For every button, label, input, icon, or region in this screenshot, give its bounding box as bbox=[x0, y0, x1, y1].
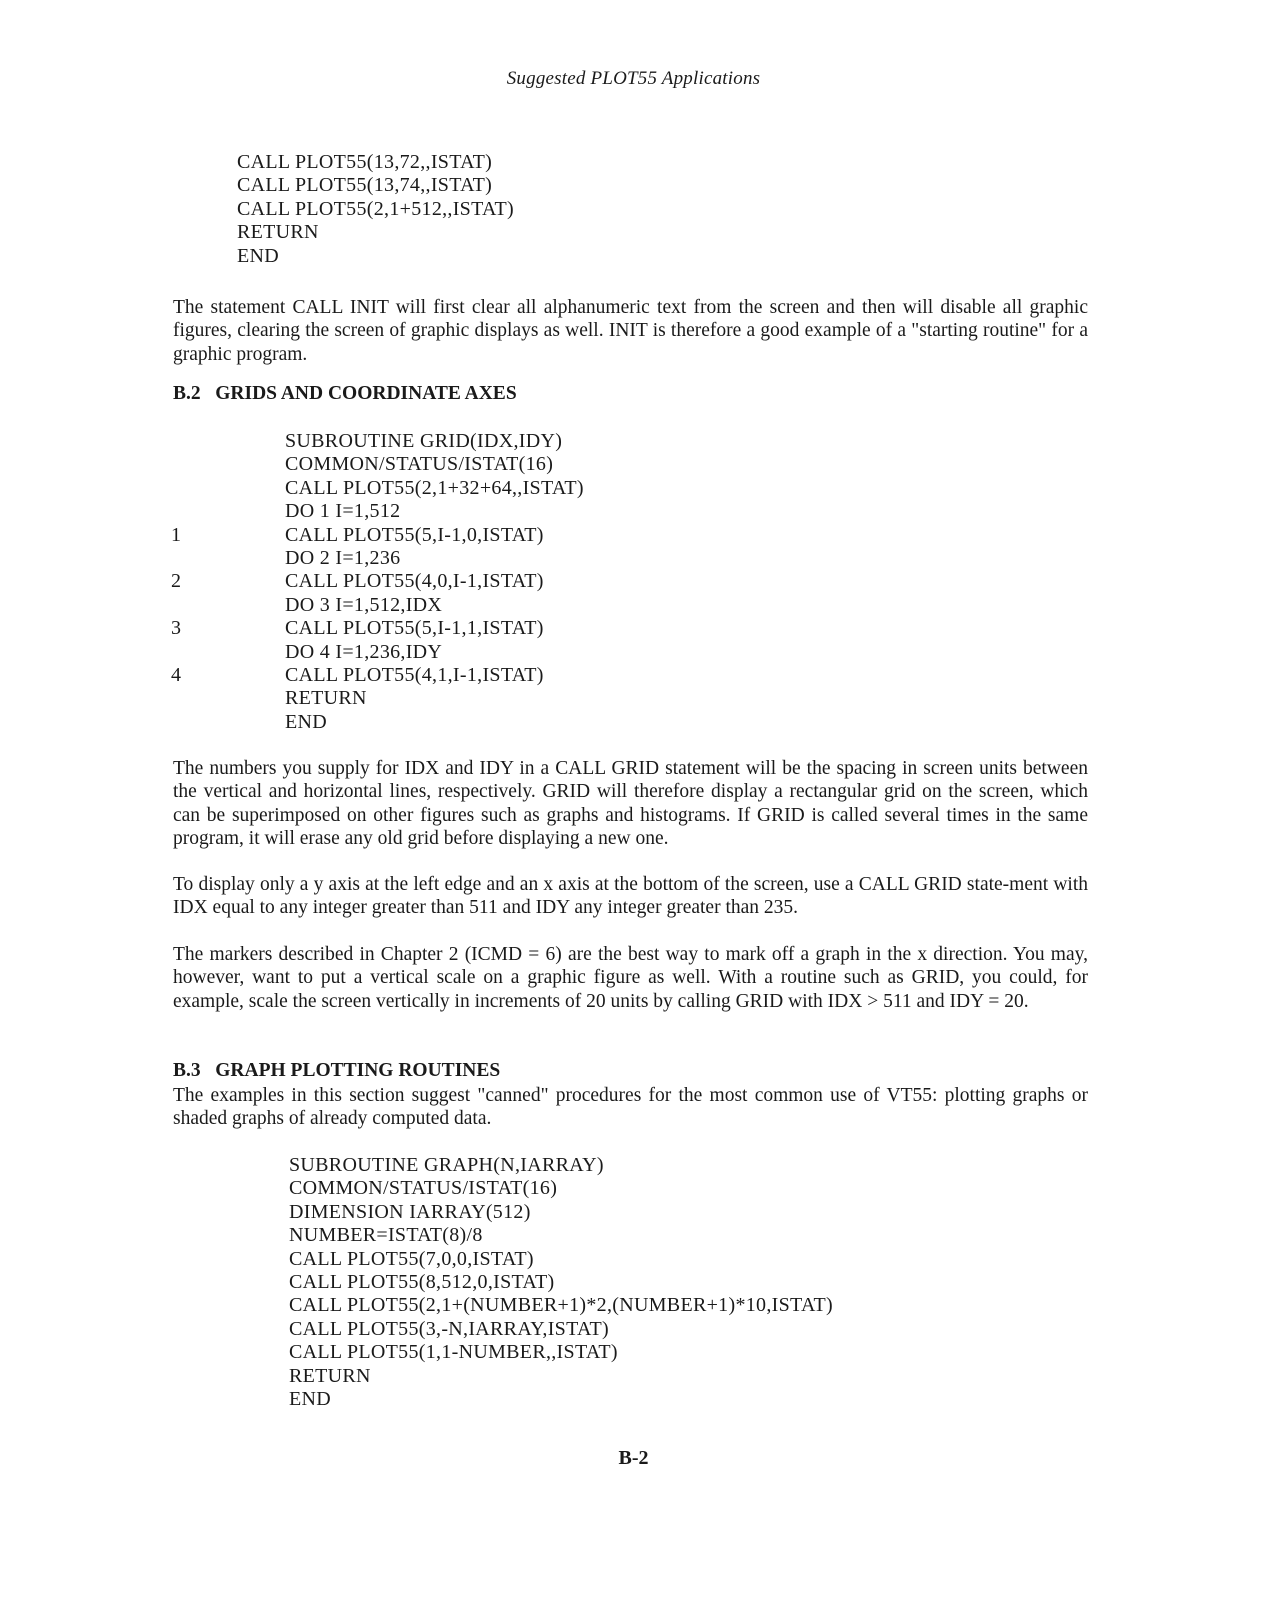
statement-label: 2 bbox=[171, 570, 182, 593]
code-statement: CALL PLOT55(7,0,0,ISTAT) bbox=[289, 1247, 534, 1270]
page-number: B-2 bbox=[618, 1447, 649, 1469]
code-statement: SUBROUTINE GRAPH(N,IARRAY) bbox=[289, 1154, 604, 1176]
code-line bbox=[171, 594, 871, 617]
code-statement: RETURN bbox=[237, 221, 319, 244]
code-line bbox=[171, 524, 871, 547]
code-block-grid bbox=[171, 430, 871, 734]
section-heading-b3: B.3 GRAPH PLOTTING ROUTINES bbox=[173, 1060, 501, 1081]
code-statement: CALL PLOT55(2,1+32+64,,ISTAT) bbox=[285, 476, 584, 499]
code-line bbox=[171, 430, 871, 453]
code-statement: CALL PLOT55(2,1+512,,ISTAT) bbox=[237, 197, 515, 220]
code-statement: CALL PLOT55(5,I-1,1,ISTAT) bbox=[285, 617, 544, 640]
code-statement: CALL PLOT55(1,1-NUMBER,,ISTAT) bbox=[289, 1341, 618, 1364]
paragraph-grid-spacing: The numbers you supply for IDX and IDY in a CALL GRID statement will be the spacing in screen units between the vertical and horizontal lines, respectively. GRID will therefore display a rectangular grid on the screen, which can be superimposed on other figures such as graphs and histograms. If GRID is called several times in the same program, it will erase any old grid before displaying a new one. bbox=[173, 758, 1088, 850]
paragraph-graph-intro: The examples in this section suggest "canned" procedures for the most common use of VT55: plotting graphs or shaded graphs of already computed data. bbox=[173, 1085, 1088, 1130]
section-heading-b2: B.2 GRIDS AND COORDINATE AXES bbox=[173, 383, 517, 404]
code-line bbox=[171, 477, 871, 500]
code-statement: CALL PLOT55(13,74,,ISTAT) bbox=[237, 174, 493, 197]
code-statement: DO 1 I=1,512 bbox=[285, 500, 401, 523]
code-statement: RETURN bbox=[285, 687, 367, 710]
code-statement: COMMON/STATUS/ISTAT(16) bbox=[285, 453, 554, 476]
code-statement: DO 4 I=1,236,IDY bbox=[285, 640, 443, 663]
code-statement: RETURN bbox=[289, 1364, 371, 1387]
code-line bbox=[171, 664, 871, 687]
code-statement: DO 2 I=1,236 bbox=[285, 546, 401, 569]
code-line bbox=[171, 500, 871, 523]
code-statement: CALL PLOT55(2,1+(NUMBER+1)*2,(NUMBER+1)*10,ISTAT) bbox=[289, 1294, 833, 1317]
code-line bbox=[171, 453, 871, 476]
statement-label: 4 bbox=[171, 663, 182, 686]
code-statement: NUMBER=ISTAT(8)/8 bbox=[289, 1224, 483, 1247]
code-statement: END bbox=[285, 710, 328, 733]
code-statement: END bbox=[237, 244, 280, 267]
code-statement: CALL PLOT55(4,0,I-1,ISTAT) bbox=[285, 570, 544, 593]
code-line bbox=[171, 570, 871, 593]
paragraph-grid-markers: The markers described in Chapter 2 (ICMD = 6) are the best way to mark off a graph in the x direction. You may, however, want to put a vertical scale on a graphic figure as well. With a routine such as GRID, you could, for example, scale the screen vertically in increments of 20 units by calling GRID with IDX > 511 and IDY = 20. bbox=[173, 944, 1088, 1012]
code-statement: SUBROUTINE GRID(IDX,IDY) bbox=[285, 430, 563, 452]
code-statement: CALL PLOT55(8,512,0,ISTAT) bbox=[289, 1270, 555, 1293]
code-line bbox=[171, 547, 871, 570]
running-header: Suggested PLOT55 Applications bbox=[506, 68, 761, 89]
code-line bbox=[171, 687, 871, 710]
code-statement: COMMON/STATUS/ISTAT(16) bbox=[289, 1177, 558, 1200]
code-line bbox=[171, 617, 871, 640]
code-statement: CALL PLOT55(13,72,,ISTAT) bbox=[237, 151, 493, 173]
statement-label: 3 bbox=[171, 617, 182, 640]
code-statement: DIMENSION IARRAY(512) bbox=[289, 1200, 531, 1223]
code-line bbox=[171, 641, 871, 664]
paragraph-grid-axes: To display only a y axis at the left edge and an x axis at the bottom of the screen, use a CALL GRID state-ment with IDX equal to any integer greater than 511 and IDY any integer greater than 235. bbox=[173, 874, 1088, 919]
code-line bbox=[171, 711, 871, 734]
code-statement: CALL PLOT55(4,1,I-1,ISTAT) bbox=[285, 663, 544, 686]
code-statement: DO 3 I=1,512,IDX bbox=[285, 593, 443, 616]
code-statement: CALL PLOT55(5,I-1,0,ISTAT) bbox=[285, 523, 544, 546]
statement-label: 1 bbox=[171, 523, 182, 546]
paragraph-init-description: The statement CALL INIT will first clear all alphanumeric text from the screen and then will disable all graphic figures, clearing the screen of graphic displays as well. INIT is therefore a good example of a "starting routine" for a graphic program. bbox=[173, 297, 1088, 365]
code-statement: END bbox=[289, 1387, 332, 1410]
code-statement: CALL PLOT55(3,-N,IARRAY,ISTAT) bbox=[289, 1317, 609, 1340]
